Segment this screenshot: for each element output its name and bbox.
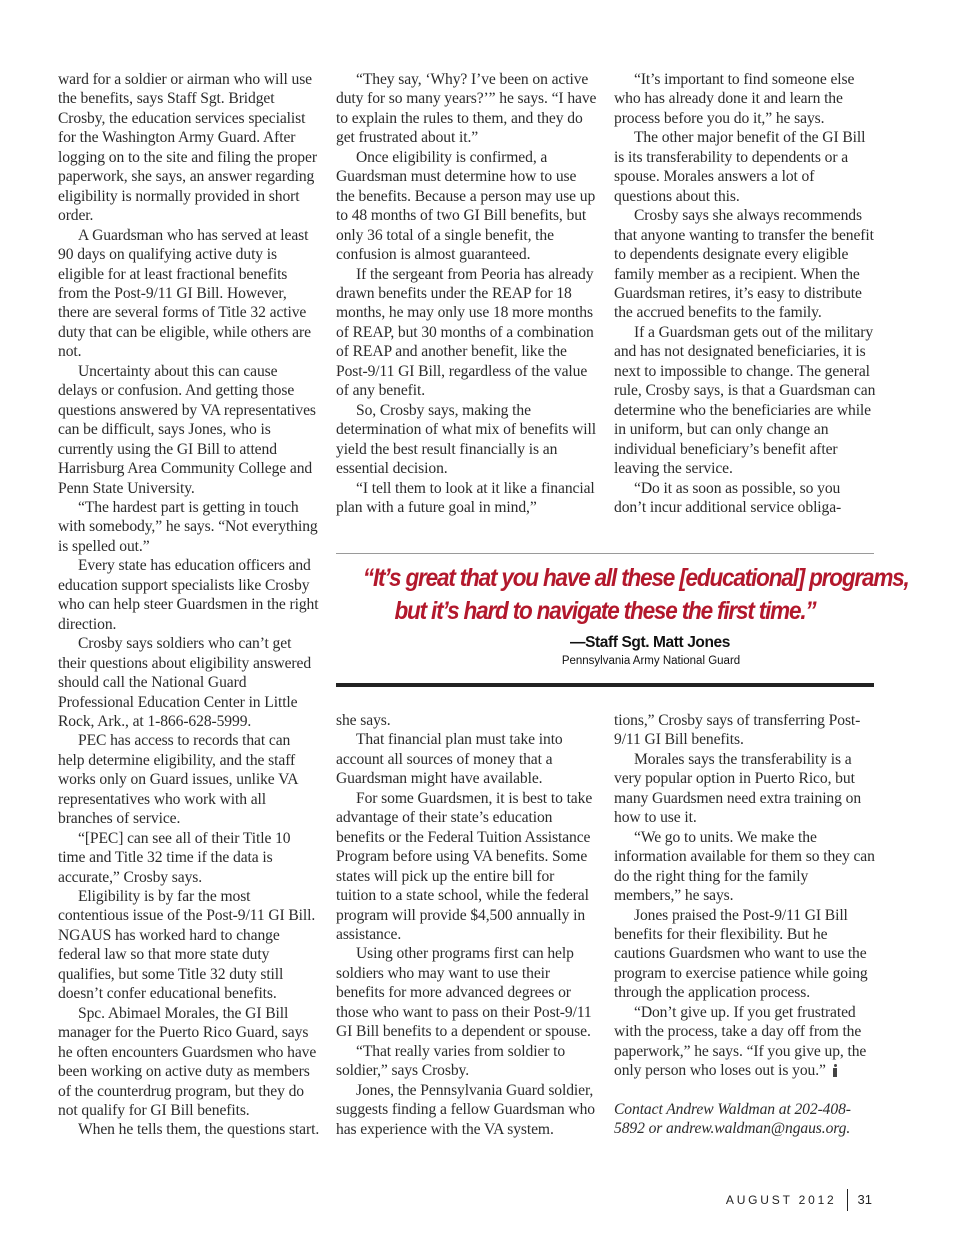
pullquote-text <box>362 562 909 628</box>
paragraph: Uncertainty about this can cause delays or confusion. And getting those questions answered by VA representatives can be difficult, says Jones, who is currently using the GI Bill to attend Harrisburg Area Community College and Penn State University. <box>58 362 316 497</box>
paragraph: “I tell them to look at it like a financial plan with a future goal in mind,” <box>336 479 595 516</box>
paragraph: “Do it as soon as possible, so you don’t incur additional service obliga- <box>614 479 842 516</box>
final-paragraph <box>614 1003 876 1081</box>
article-column-1 <box>58 70 320 1140</box>
article-column-2-top <box>336 70 598 517</box>
contact-line: Contact Andrew Waldman at 202-408-5892 or andrew.waldman@ngaus.org. <box>614 1100 851 1138</box>
paragraph: PEC has access to records that can help determine eligibility, and the staff works only on Guard issues, unlike VA representatives who work with all branches of service. <box>58 732 298 828</box>
paragraph: If the sergeant from Peoria has already drawn benefits under the REAP for 18 months, he may only use 18 more months of REAP, but 30 months of a combination of REAP and another benefit, like the Post-9/11 GI Bill, regardless of the value of any benefit. <box>336 265 594 400</box>
paragraph: tions,” Crosby says of transferring Post-9/11 GI Bill benefits. <box>614 712 861 749</box>
page-number: 31 <box>857 1192 872 1207</box>
article-column-3-top <box>614 70 876 517</box>
paragraph: Crosby says soldiers who can’t get their questions about eligibility answered should call the National Guard Professional Education Center in Little Rock, Ark., at 1-866-628-5999. <box>58 635 312 730</box>
paragraph: Every state has education officers and education support specialists like Crosby who can help steer Guardsmen in the right direction. <box>58 557 319 633</box>
pullquote-attribution: —Staff Sgt. Matt Jones <box>570 634 730 651</box>
paragraph: Jones, the Pennsylvania Guard soldier, suggests finding a fellow Guardsman who has experience with the VA system. <box>336 1081 595 1138</box>
paragraph: “The hardest part is getting in touch with somebody,” he says. “Not everything is spelled out.” <box>58 498 318 555</box>
paragraph: Spc. Abimael Morales, the GI Bill manager for the Puerto Rico Guard, says he often encounters Guardsmen who have been working on active duty as members of the counterdrug program, but they do not qualify for GI Bill benefits. <box>58 1004 317 1120</box>
paragraph: When he tells them, the questions start. <box>78 1121 320 1139</box>
paragraph: she says. <box>336 712 391 729</box>
paragraph: The other major benefit of the GI Bill is its transferability to dependents or a spouse. Morales answers a lot of questions about this. <box>614 129 866 205</box>
paragraph-text: “Don’t give up. If you get frustrated with the process, take a day off from the paperwork,” he says. “If you give up, the only person who loses out is you.” <box>614 1003 867 1080</box>
issue-date: AUGUST 2012 <box>725 1193 837 1207</box>
pullquote-line: but it’s hard to navigate these the first time.” <box>394 597 816 625</box>
pullquote-line: “It’s great that you have all these [educational] programs, <box>362 564 909 592</box>
paragraph: Jones praised the Post-9/11 GI Bill benefits for their flexibility. But he cautions Guardsmen who want to use the program to exercise patience while going through the application process. <box>614 906 868 1002</box>
article-column-3-bottom <box>614 711 876 1139</box>
paragraph: “We go to units. We make the information available for them so they can do the right thing for the family members,” he says. <box>614 828 875 905</box>
paragraph: If a Guardsman gets out of the military and has not designated beneficiaries, it is next to impossible to change. The general rule, Crosby says, is that a Guardsman can determine who the beneficiaries are while in uniform, but can only change an individual beneficiary’s benefit after leaving the service. <box>614 323 876 478</box>
paragraph: “[PEC] can see all of their Title 10 time and Title 32 time if the data is accurate,” Crosby says. <box>58 829 291 886</box>
paragraph: That financial plan must take into account all sources of money that a Guardsman might have available. <box>336 731 563 788</box>
paragraph: A Guardsman who has served at least 90 days on qualifying active duty is eligible for at least fractional benefits from the Post-9/11 GI Bill. However, there are several forms of Title 32 active duty that can be eligible, while others are not. <box>58 226 311 361</box>
page-footer <box>0 1189 872 1211</box>
paragraph: Once eligibility is confirmed, a Guardsman must determine how to use the benefits. Because a person may use up to 48 months of two GI Bill benefits, but only 36 total of a single benefit, the confusion is almost guaranteed. <box>336 148 596 264</box>
pullquote-top-rule <box>336 553 874 554</box>
paragraph: “That really varies from soldier to soldier,” says Crosby. <box>336 1042 566 1080</box>
article-column-2-bottom <box>336 711 598 1139</box>
paragraph: Using other programs first can help soldiers who may want to use their benefits for more advanced degrees or those who want to pass on their Post-9/11 GI Bill benefits to a dependent or spouse. <box>336 945 592 1041</box>
paragraph: So, Crosby says, making the determination of what mix of benefits will yield the best result financially is an essential decision. <box>336 401 596 478</box>
paragraph: “They say, ‘Why? I’ve been on active duty for so many years?’” he says. “I have to explain the rules to them, and they do get frustrated about it.” <box>336 71 597 147</box>
paragraph: Morales says the transferability is a very popular option in Puerto Rico, but many Guardsmen need extra training on how to use it. <box>614 750 862 827</box>
pullquote-organization: Pennsylvania Army National Guard <box>561 655 741 667</box>
pullquote <box>336 562 909 667</box>
paragraph: ward for a soldier or airman who will use the benefits, says Staff Sgt. Bridget Crosby, the education services specialist for the Washington Army Guard. After logging on to the site and filing the proper paperwork, she says, an answer regarding eligibility is normally provided in short order. <box>58 71 317 225</box>
paragraph: For some Guardsmen, it is best to take advantage of their state’s education benefits or the Federal Tuition Assistance Program before using VA benefits. Some states will pick up the entire bill for tuition to a state school, while the federal program will provide $4,500 annually in assistance. <box>336 789 593 943</box>
minuteman-end-mark-icon <box>832 1064 838 1077</box>
pullquote-bottom-rule <box>336 683 874 687</box>
paragraph: Crosby says she always recommends that anyone wanting to transfer the benefit to dependents designate every eligible family member as a recipient. When the Guardsman retires, it’s easy to distribute the accrued benefits to the family. <box>614 207 874 322</box>
footer-divider <box>847 1189 848 1211</box>
paragraph: Eligibility is by far the most contentious issue of the Post-9/11 GI Bill. NGAUS has worked hard to change federal law so that more state duty qualifies, but some Title 32 duty still doesn’t confer educational benefits. <box>58 888 316 1003</box>
paragraph: “It’s important to find someone else who has already done it and learn the process before you do it,” he says. <box>614 71 855 127</box>
